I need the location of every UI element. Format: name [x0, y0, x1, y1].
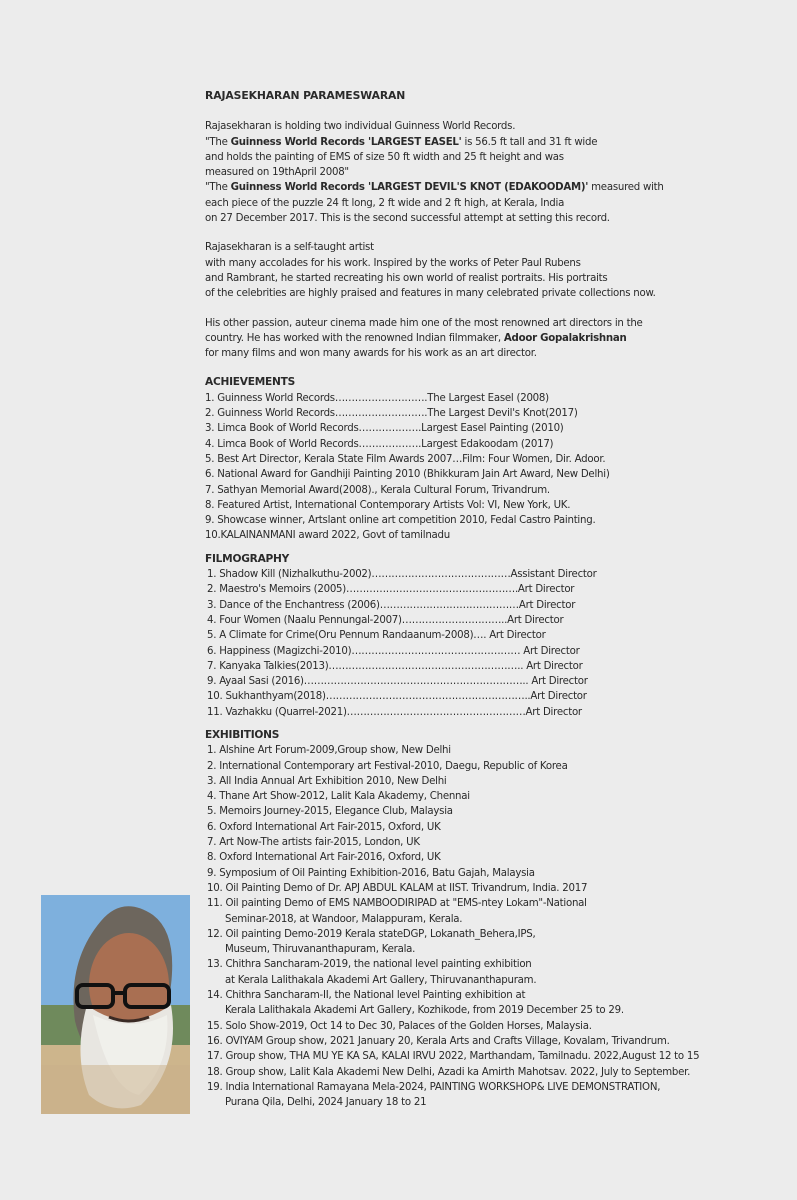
intro-line: and holds the painting of EMS of size 50 ft width and 25 ft height and was [205, 151, 564, 163]
easel-record-title: Guinness World Records 'LARGEST EASEL' [230, 136, 462, 148]
filmography-list [205, 567, 775, 720]
achievement-item: 4. Limca Book of World Records……………….Largest Edakoodam (2017) [205, 438, 554, 450]
exhibition-item-continued: Seminar-2018, at Wandoor, Malappuram, Kerala. [225, 913, 463, 925]
cinema-line: His other passion, auteur cinema made him one of the most renowned art directors in the [205, 317, 643, 329]
exhibition-item: 2. International Contemporary art Festival-2010, Daegu, Republic of Korea [207, 760, 568, 772]
knot-record-line [205, 180, 775, 195]
achievement-item: 10.KALAINANMANI award 2022, Govt of tamilnadu [205, 530, 450, 542]
exhibition-item-continued: Purana Qila, Delhi, 2024 January 18 to 21 [225, 1097, 427, 1109]
intro-line: measured on 19thApril 2008" [205, 167, 349, 179]
film-item: 1. Shadow Kill (Nizhalkuthu-2002)……………………………………Assistant Director [207, 569, 597, 581]
exhibition-item: 5. Memoirs Journey-2015, Elegance Club, Malaysia [207, 806, 453, 818]
cinema-paragraph [205, 316, 775, 362]
exhibition-item: 8. Oxford International Art Fair-2016, Oxford, UK [207, 852, 441, 864]
exhibition-item: 13. Chithra Sancharam-2019, the national level painting exhibition [207, 959, 532, 971]
filmography-heading: FILMOGRAPHY [205, 552, 290, 565]
film-item: 7. Kanyaka Talkies(2013)………………………………………………….. Art Director [207, 660, 583, 672]
exhibition-item: 10. Oil Painting Demo of Dr. APJ ABDUL KALAM at IIST. Trivandrum, India. 2017 [207, 882, 588, 894]
achievement-item: 8. Featured Artist, International Contemporary Artists Vol: VI, New York, UK. [205, 499, 571, 511]
film-item: 4. Four Women (Naalu Pennungal-2007)…………………………..Art Director [207, 614, 564, 626]
exhibition-item: 19. India International Ramayana Mela-2024, PAINTING WORKSHOP& LIVE DEMONSTRATION, [207, 1081, 661, 1093]
intro-line: each piece of the puzzle 24 ft long, 2 ft wide and 2 ft high, at Kerala, India [205, 197, 565, 209]
exhibition-item-continued: Museum, Thiruvananthapuram, Kerala. [225, 944, 416, 956]
film-item: 5. A Climate for Crime(Oru Pennum Randaanum-2008)…. Art Director [207, 630, 546, 642]
exhibition-item: 18. Group show, Lalit Kala Akademi New Delhi, Azadi ka Amirth Mahotsav. 2022, July to September. [207, 1066, 691, 1078]
exhibition-item-continued: Kerala Lalithakala Akademi Art Gallery, Kozhikode, from 2019 December 25 to 29. [225, 1005, 624, 1017]
shirt [41, 1065, 190, 1114]
exhibition-item: 17. Group show, THA MU YE KA SA, KALAI IRVU 2022, Marthandam, Tamilnadu. 2022,August 12 to 15 [207, 1051, 700, 1063]
film-item: 3. Dance of the Enchantress (2006)……………………………………Art Director [207, 599, 576, 611]
achievements-list [205, 391, 775, 544]
quote-open: "The [205, 182, 231, 194]
easel-record-size: is 56.5 ft tall and 31 ft wide [461, 136, 598, 148]
artist-portrait-photo [41, 895, 190, 1114]
achievement-item: 9. Showcase winner, Artslant online art competition 2010, Fedal Castro Painting. [205, 515, 596, 527]
film-item: 2. Maestro's Memoirs (2005)…………………………………………….Art Director [207, 584, 575, 596]
exhibition-item: 14. Chithra Sancharam-II, the National level Painting exhibition at [207, 990, 526, 1002]
film-item: 11. Vazhakku (Quarrel-2021)………………………………………………Art Director [207, 706, 582, 718]
film-item: 10. Sukhanthyam(2018)……………………………………………………..Art Director [207, 691, 587, 703]
achievement-item: 1. Guinness World Records……………………….The Largest Easel (2008) [205, 392, 549, 404]
achievement-item: 7. Sathyan Memorial Award(2008)., Kerala Cultural Forum, Trivandrum. [205, 484, 550, 496]
achievement-item: 3. Limca Book of World Records……………….Largest Easel Painting (2010) [205, 423, 564, 435]
film-item: 6. Happiness (Magizchi-2010)…………………………………………… Art Director [207, 645, 580, 657]
document-body [205, 88, 775, 1118]
bio-line: with many accolades for his work. Inspired by the works of Peter Paul Rubens [205, 257, 581, 269]
quote-open: "The [205, 136, 231, 148]
cinema-line: for many films and won many awards for his work as an art director. [205, 348, 537, 360]
portrait-illustration [41, 895, 190, 1114]
cinema-line [205, 331, 775, 346]
exhibition-item: 7. Art Now-The artists fair-2015, London, UK [207, 837, 420, 849]
achievement-item: 6. National Award for Gandhiji Painting 2010 (Bhikkuram Jain Art Award, New Delhi) [205, 469, 610, 481]
cinema-text: country. He has worked with the renowned Indian filmmaker, [205, 332, 504, 344]
exhibition-item-continued: at Kerala Lalithakala Akademi Art Gallery, Thiruvananthapuram. [225, 974, 537, 986]
artist-name: RAJASEKHARAN PARAMESWARAN [205, 89, 406, 102]
exhibition-item: 11. Oil painting Demo of EMS NAMBOODIRIPAD at "EMS-ntey Lokam"-National [207, 898, 587, 910]
achievement-item: 5. Best Art Director, Kerala State Film Awards 2007…Film: Four Women, Dir. Adoor. [205, 453, 606, 465]
exhibitions-heading: EXHIBITIONS [205, 728, 280, 741]
intro-line: on 27 December 2017. This is the second successful attempt at setting this record. [205, 213, 610, 225]
exhibition-item: 6. Oxford International Art Fair-2015, Oxford, UK [207, 821, 441, 833]
film-item: 9. Ayaal Sasi (2016)………………………………………………………….. Art Director [207, 676, 588, 688]
exhibitions-list [205, 743, 775, 1110]
bio-line: and Rambrant, he started recreating his own world of realist portraits. His portraits [205, 272, 608, 284]
exhibition-item: 4. Thane Art Show-2012, Lalit Kala Akademy, Chennai [207, 791, 470, 803]
filmmaker-name: Adoor Gopalakrishnan [503, 332, 627, 344]
knot-record-tail: measured with [588, 182, 664, 194]
exhibition-item: 15. Solo Show-2019, Oct 14 to Dec 30, Palaces of the Golden Horses, Malaysia. [207, 1020, 592, 1032]
achievements-heading: ACHIEVEMENTS [205, 376, 295, 389]
intro-line: Rajasekharan is holding two individual Guinness World Records. [205, 121, 516, 133]
bio-line: Rajasekharan is a self-taught artist [205, 242, 374, 254]
intro-paragraph [205, 119, 775, 226]
exhibition-item: 16. OVIYAM Group show, 2021 January 20, Kerala Arts and Crafts Village, Kovalam, Trivandrum. [207, 1035, 670, 1047]
exhibition-item: 9. Symposium of Oil Painting Exhibition-2016, Batu Gajah, Malaysia [207, 867, 535, 879]
exhibition-item: 12. Oil painting Demo-2019 Kerala stateDGP, Lokanath_Behera,IPS, [207, 928, 536, 940]
bio-line: of the celebrities are highly praised and features in many celebrated private collections now. [205, 288, 656, 300]
achievement-item: 2. Guinness World Records……………………….The Largest Devil's Knot(2017) [205, 408, 578, 420]
easel-record-line [205, 135, 775, 150]
bio-paragraph [205, 240, 775, 301]
exhibition-item: 3. All India Annual Art Exhibition 2010, New Delhi [207, 775, 447, 787]
exhibition-item: 1. Alshine Art Forum-2009,Group show, New Delhi [207, 745, 451, 757]
knot-record-title: Guinness World Records 'LARGEST DEVIL'S KNOT (EDAKOODAM)' [230, 182, 589, 194]
